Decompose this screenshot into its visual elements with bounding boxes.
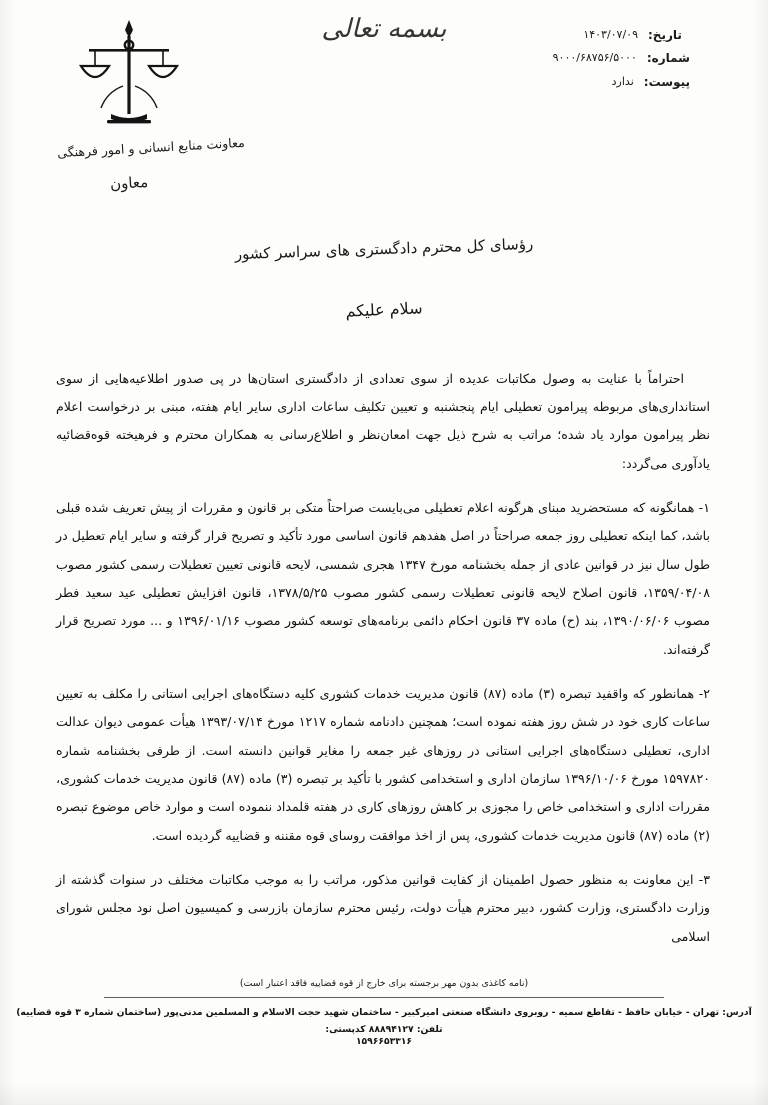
body-paragraph: ۳- این معاونت به منظور حصول اطمینان از کفایت قوانین مذکور، مراتب را به موجب مکاتبات مختلف در سنوات گذشته از وزارت دادگستری، وزارت کشور، دبیر محترم هیأت دولت، رئیس محترم سازمان بازرسی و کمیسیون اصل نود مجلس شورای اسلامی (56, 871, 710, 944)
iran-judiciary-scales-emblem-icon (74, 16, 184, 134)
scan-edge-left (0, 0, 16, 1105)
meta-label-attachment: پیوست: (643, 74, 690, 89)
scan-edge-bottom (0, 1083, 768, 1105)
footer-contact (0, 1024, 768, 1035)
footer-address: آدرس: تهران - خیابان حافظ - تقاطع سمیه - روبروی دانشگاه صنعتی امیرکبیر - ساختمان شهید حجت الاسلام و المسلمین مدنی‌پور (ساختمان شماره ۳ قوه قضاییه) (16, 1007, 752, 1019)
meta-value-number: ۹۰۰۰/۶۸۷۵۶/۵۰۰۰ (552, 51, 637, 65)
meta-row-attachment (542, 71, 690, 94)
organization-line: معاونت منابع انسانی و امور فرهنگی (56, 134, 246, 161)
meta-value-attachment: ندارد (611, 74, 634, 88)
letter-footer (0, 978, 768, 1047)
footer-divider (104, 997, 664, 998)
addressee-line: رؤسای کل محترم دادگستری های سراسر کشور (234, 234, 534, 264)
meta-label-date: تاریخ: (648, 28, 682, 42)
letter-header (0, 0, 768, 230)
meta-label-number: شماره: (646, 51, 690, 66)
meta-row-date (542, 24, 690, 47)
salutation-line: سلام علیکم (345, 298, 423, 321)
footer-postal-label: کدپستی: (325, 1024, 366, 1035)
footer-phone: تلفن: ۸۸۸۹۴۱۲۷ (368, 1024, 443, 1035)
body-paragraph: ۱- همانگونه که مستحضرید مبنای هرگونه اعلام تعطیلی می‌بایست صراحتاً متکی بر قانون و مقررات از پیش تعریف شده قبلی باشد، کما اینکه تعطیلی روز جمعه صراحتاً در اصل هفدهم قانون اساسی مورد تأکید و تصریح قرار گرفته و سایر ایام تعطیل در طول سال نیز در قوانین عادی از جمله بخشنامه مورخ ۱۳۴۷ هجری شمسی، لایحه قانونی تعیین تعطیلات رسمی کشور مصوب ۱۳۵۹/۰۴/۰۸، قانون اصلاح لایحه قانونی تعطیلات رسمی کشور مصوب ۱۳۷۸/۵/۲۵، قانون افزایش تعطیلی عید سعید فطر مصوب ۱۳۹۰/۰۶/۰۶، بند (ح) ماده ۳۷ قانون احکام دائمی برنامه‌های توسعه کشور مصوب ۱۳۹۶/۰۱/۱۶ و ... مورد تصریح قرار گرفته‌اند. (56, 499, 711, 657)
meta-row-number (542, 47, 690, 70)
body-paragraph: ۲- همانطور که واقفید تبصره (۳) ماده (۸۷) قانون مدیریت خدمات کشوری کلیه دستگاه‌های اجرایی استانی را مکلف به تعیین ساعات کاری خود در شش روز هفته نموده است؛ همچنین دادنامه شماره ۱۲۱۷ مورخ ۱۳۹۳/۰۷/۱۴ هیأت عمومی دیوان عدالت اداری، تعطیلی دستگاه‌های اجرایی استانی در روزهای غیر جمعه را مغایر قوانین دانسته است. از طرفی بخشنامه شماره ۱۵۹۷۸۲۰ مورخ ۱۳۹۶/۱۰/۰۶ سازمان اداری و استخدامی کشور با تأکید بر تبصره (۳) ماده (۸۷) قانون مدیریت خدمات کشوری، مقررات اداری و استخدامی خاص را مجوزی بر کاهش روزهای کاری در هفته قلمداد ننموده است و موارد خاص موضوع تبصره (۲) ماده (۸۷) قانون مدیریت خدمات کشوری، پس از اخذ موافقت روسای قوه مقننه و قضاییه گردیده است. (56, 685, 711, 843)
organization-sub: معاون (109, 172, 149, 194)
meta-value-date: ۱۴۰۳/۰۷/۰۹ (583, 28, 638, 41)
letter-meta-block (542, 24, 690, 94)
scan-edge-right (752, 0, 768, 1105)
letter-body (56, 352, 710, 951)
footer-validity-note: (نامه کاغذی بدون مهر برجسته برای خارج از قوه قضاییه فاقد اعتبار است) (239, 978, 529, 990)
footer-postal-code: ۱۵۹۶۶۵۳۳۱۶ (355, 1036, 413, 1047)
besmellah-heading: بسمه تعالی (321, 14, 447, 44)
body-paragraph: احتراماً با عنایت به وصول مکاتبات عدیده از سوی تعدادی از دادگستری استان‌ها در پی صدور اطلاعیه‌هایی از سوی استانداری‌های مربوطه پیرامون تعطیلی ایام پنجشنبه و تعیین تکلیف ساعات اداری سایر ایام هفته، مبنی بر درخواست اعلام نظر پیرامون موارد یاد شده؛ مراتب به شرح ذیل جهت امعان‌نظر و اطلاع‌رسانی به همکاران محترم و فرهیخته قوه‌قضائیه یادآوری می‌گردد: (56, 370, 710, 471)
